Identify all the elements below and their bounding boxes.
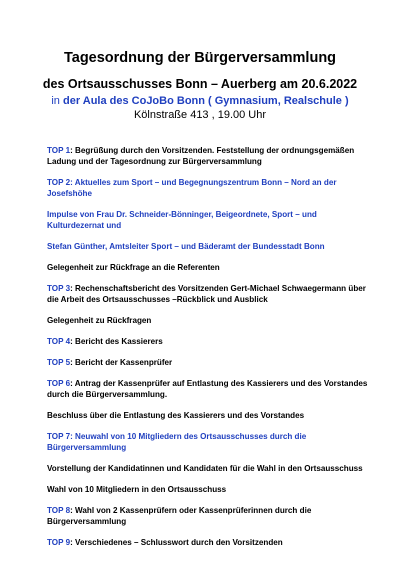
agenda-item-text: : Verschiedenes – Schlusswort durch den Vorsitzenden [70,538,283,547]
agenda-subitem-election [47,484,370,495]
agenda-subitem-candidates [47,463,370,474]
agenda-item-text: : Antrag der Kassenprüfer auf Entlastung des Kassierers und des Vorstandes durch die Bürgerversammlung. [47,379,368,399]
agenda-item-label: TOP 8 [47,506,71,515]
agenda-subitem-discharge [47,410,370,421]
agenda-subitem-speaker [47,241,370,252]
agenda-item-text: : Aktuelles zum Sport – und Begegnungszentrum Bonn – Nord an der Josefshöhe [47,178,337,198]
agenda-list [47,145,370,548]
agenda-item-label: TOP 4 [47,337,71,346]
agenda-item-label: TOP 9 [47,538,71,547]
agenda-item-top-6 [47,378,370,400]
venue-line [30,94,370,108]
agenda-item-text: Stefan Günther, Amtsleiter Sport – und Bäderamt der Bundesstadt Bonn [47,242,325,251]
agenda-item-top-5 [47,357,370,368]
page-subtitle: des Ortsausschusses Bonn – Auerberg am 20.6.2022 [42,77,358,91]
agenda-item-label: TOP 5 [47,358,71,367]
agenda-subitem-questions-2 [47,315,370,326]
agenda-item-top-1 [47,145,370,167]
agenda-item-label: TOP 3 [47,284,71,293]
venue-prefix: in [51,95,60,107]
agenda-item-text: : Bericht der Kassenprüfer [70,358,173,367]
agenda-item-text: : Wahl von 2 Kassenprüfern oder Kassenprüferinnen durch die Bürgerversammlung [47,506,312,526]
agenda-item-text: Gelegenheit zu Rückfragen [47,316,152,325]
agenda-item-top-3 [47,283,370,305]
agenda-item-text: Gelegenheit zur Rückfrage an die Referenten [47,263,220,272]
agenda-item-text: : Bericht des Kassierers [70,337,163,346]
agenda-subitem-impulse [47,209,370,231]
agenda-item-top-7 [47,431,370,453]
agenda-item-text: : Neuwahl von 10 Mitgliedern des Ortsausschusses durch die Bürgerversammlung [47,432,307,452]
address-line: Kölnstraße 413 , 19.00 Uhr [133,109,267,121]
agenda-item-text: Wahl von 10 Mitgliedern in den Ortsausschuss [47,485,227,494]
agenda-item-text: Impulse von Frau Dr. Schneider-Bönninger, Beigeordnete, Sport – und Kulturdezernat und [47,210,317,230]
venue-name: der Aula des CoJoBo Bonn ( Gymnasium, Realschule ) [62,95,349,107]
agenda-subitem-questions [47,262,370,273]
agenda-item-top-9 [47,537,370,548]
agenda-item-text: : Begrüßung durch den Vorsitzenden. Feststellung der ordnungsgemäßen Ladung und der Tagesordnung zur Bürgerversammlung [47,146,355,166]
agenda-item-label: TOP 1 [47,146,71,155]
agenda-item-label: TOP 6 [47,379,71,388]
agenda-item-label: TOP 7 [47,432,71,441]
agenda-item-top-4 [47,336,370,347]
agenda-item-top-8 [47,505,370,527]
agenda-item-text: Vorstellung der Kandidatinnen und Kandidaten für die Wahl in den Ortsausschuss [47,464,363,473]
agenda-item-text: Beschluss über die Entlastung des Kassierers und des Vorstandes [47,411,305,420]
agenda-item-top-2 [47,177,370,199]
agenda-item-label: TOP 2 [47,178,71,187]
agenda-item-text: : Rechenschaftsbericht des Vorsitzenden Gert-Michael Schwaegermann über die Arbeit des Ortsausschusses –Rückblick und Ausblick [47,284,366,304]
page-title: Tagesordnung der Bürgerversammlung [63,50,337,66]
